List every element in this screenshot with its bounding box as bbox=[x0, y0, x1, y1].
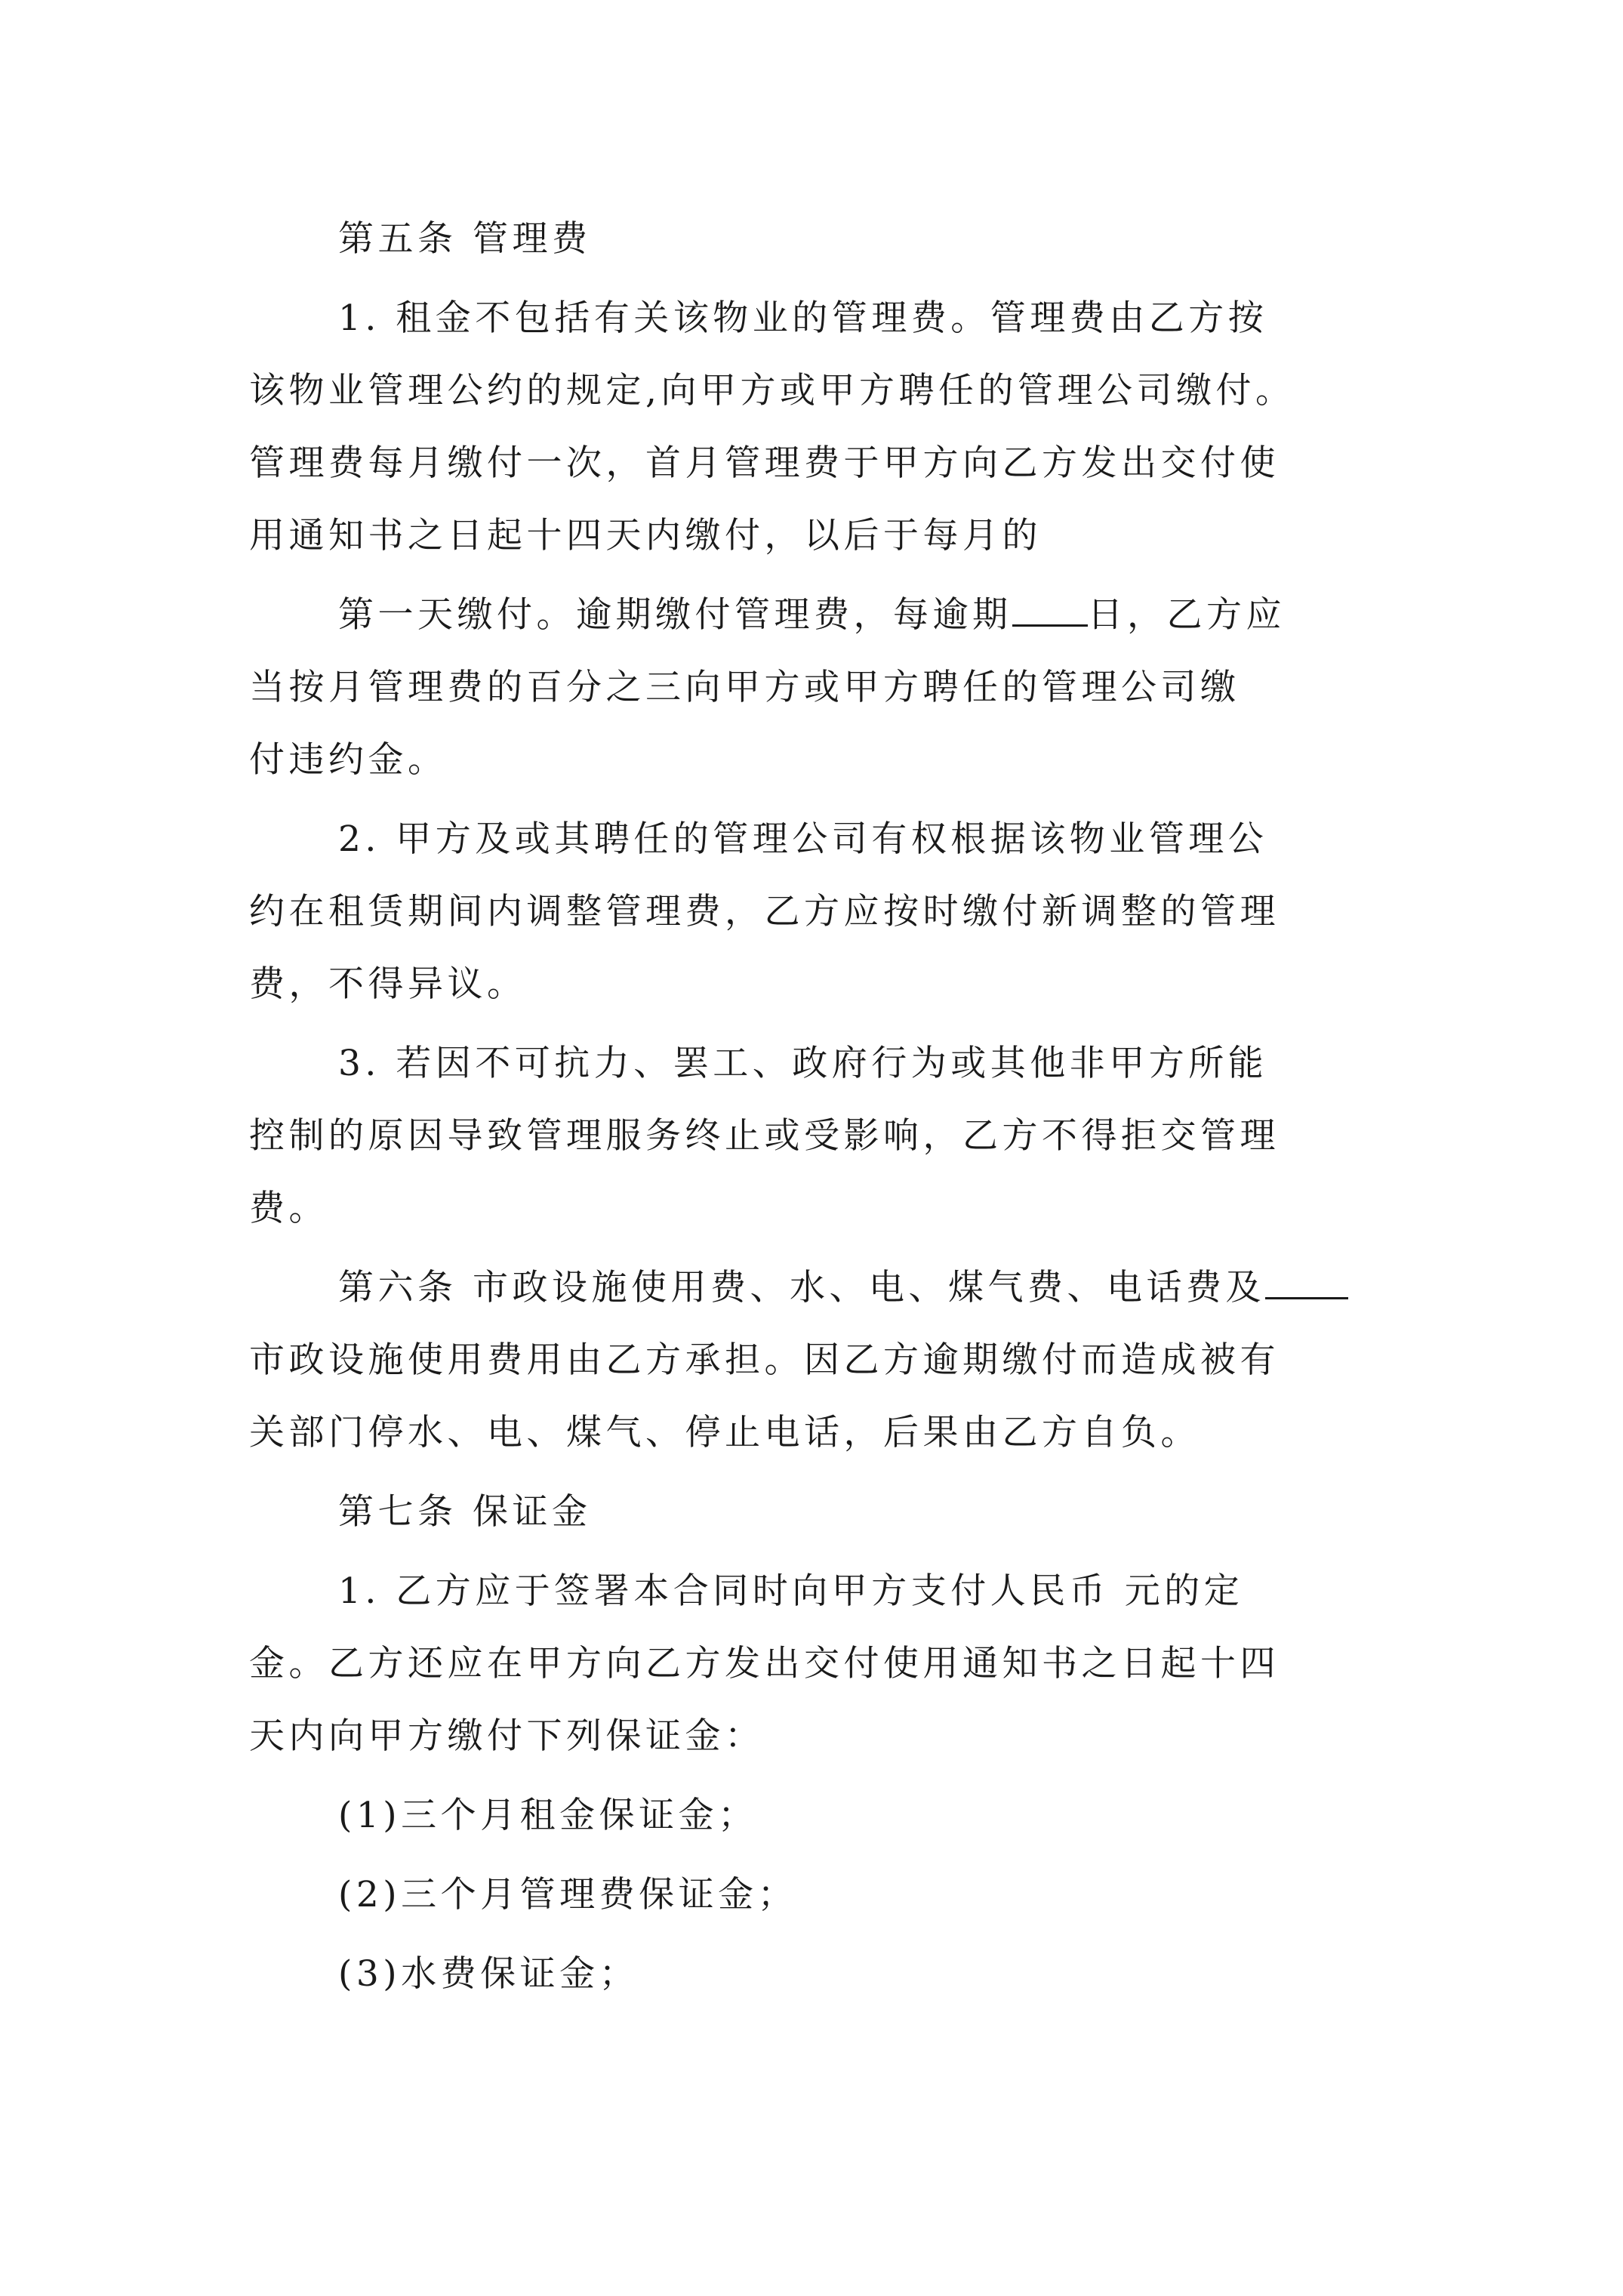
deposit-item-3: (3)水费保证金； bbox=[338, 1953, 639, 1995]
article-5-heading: 第五条 管理费 bbox=[338, 218, 592, 260]
article-5-clause-1-line-1: 1. 租金不包括有关该物业的管理费。管理费由乙方按 bbox=[338, 297, 1268, 339]
article-7-clause-1-line-1: 1. 乙方应于签署本合同时向甲方支付人民币 元的定 bbox=[338, 1570, 1244, 1612]
article-5-clause-2-line-3: 费，不得异议。 bbox=[249, 963, 527, 1005]
article-7-clause-1-line-2: 金。乙方还应在甲方向乙方发出交付使用通知书之日起十四 bbox=[249, 1643, 1280, 1684]
article-6-line-1 bbox=[338, 1265, 1348, 1311]
article-7-clause-1-line-3: 天内向甲方缴付下列保证金： bbox=[249, 1715, 765, 1757]
article-5-clause-1-line-2: 该物业管理公约的规定,向甲方或甲方聘任的管理公司缴付。 bbox=[249, 370, 1295, 411]
article-6-line-3: 关部门停水、电、煤气、停止电话，后果由乙方自负。 bbox=[249, 1412, 1200, 1453]
article-5-clause-3-line-1: 3. 若因不可抗力、罢工、政府行为或其他非甲方所能 bbox=[338, 1043, 1268, 1084]
fill-in-blank-days bbox=[1012, 594, 1088, 627]
deposit-item-2: (2)三个月管理费保证金； bbox=[338, 1874, 798, 1915]
article-5-clause-1-line-4: 用通知书之日起十四天内缴付，以后于每月的 bbox=[249, 515, 1042, 556]
article-5-clause-2-line-1: 2. 甲方及或其聘任的管理公司有权根据该物业管理公 bbox=[338, 818, 1268, 860]
article-5-clause-1-line-7: 付违约金。 bbox=[249, 739, 448, 781]
article-5-clause-1-line-6: 当按月管理费的百分之三向甲方或甲方聘任的管理公司缴 bbox=[249, 667, 1240, 708]
deposit-item-1: (1)三个月租金保证金； bbox=[338, 1795, 758, 1836]
article-5-clause-1-line-5 bbox=[338, 593, 1286, 638]
fill-in-blank-other-fees bbox=[1265, 1267, 1348, 1299]
article-6-line-2: 市政设施使用费用由乙方承担。因乙方逾期缴付而造成被有 bbox=[249, 1339, 1280, 1381]
late-fee-text-tail: 日，乙方应 bbox=[1087, 594, 1286, 636]
article-7-heading: 第七条 保证金 bbox=[338, 1491, 592, 1533]
late-fee-text: 第一天缴付。逾期缴付管理费，每逾期 bbox=[338, 594, 1012, 636]
article-5-clause-1-line-3: 管理费每月缴付一次，首月管理费于甲方向乙方发出交付使 bbox=[249, 442, 1280, 484]
article-5-clause-2-line-2: 约在租赁期间内调整管理费，乙方应按时缴付新调整的管理 bbox=[249, 891, 1280, 932]
article-5-clause-3-line-2: 控制的原因导致管理服务终止或受影响，乙方不得拒交管理 bbox=[249, 1115, 1280, 1157]
article-6-text: 第六条 市政设施使用费、水、电、煤气费、电话费及 bbox=[338, 1267, 1265, 1308]
article-5-clause-3-line-3: 费。 bbox=[249, 1188, 328, 1229]
